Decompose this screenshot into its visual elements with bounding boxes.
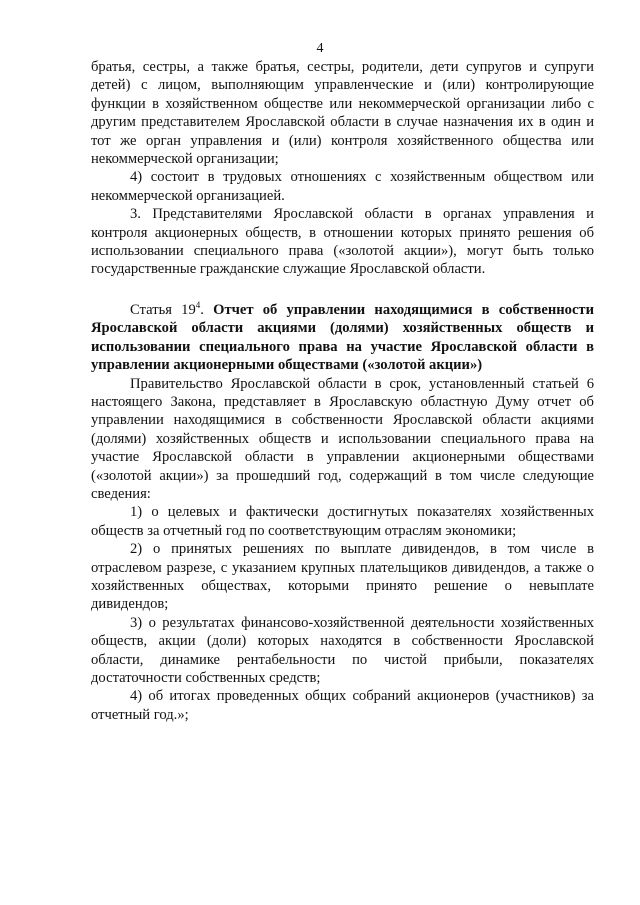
paragraph: 4) состоит в трудовых отношениях с хозяйственным обществом или некоммерческой организацией.: [91, 169, 594, 204]
article-heading: [91, 301, 594, 375]
list-item: 4) об итогах проведенных общих собраний акционеров (участников) за отчетный год.»;: [91, 688, 594, 723]
paragraphs-bottom: [91, 375, 594, 725]
page-number: 4: [316, 41, 324, 56]
paragraphs-top: [91, 58, 594, 279]
article-title: Отчет об управлении находящимися в собственности Ярославской области акциями (долями) хозяйственных обществ и использовании специального права на участие Ярославской области в управлении акционерными обществами («золотой акции»): [91, 301, 595, 374]
paragraph: 3. Представителями Ярославской области в органах управления и контроля акционерных обществ, в отношении которых принято решения об использовании специального права («золотой акции»), могут быть только государственные гражданские служащие Ярославской области.: [91, 206, 594, 278]
list-item: 2) о принятых решениях по выплате дивидендов, в том числе в отраслевом разрезе, с указанием крупных плательщиков дивидендов, а также о хозяйственных обществах, которыми принято решение о невыплате дивидендов;: [91, 541, 594, 613]
article-number-suffix: .: [200, 301, 214, 318]
list-item: 3) о результатах финансово-хозяйственной деятельности хозяйственных обществ, акции (доли) которых находятся в собственности Ярославской области, динамике рентабельности по чистой прибыли, показателях достаточности собственных средств;: [91, 614, 594, 686]
list-item: 1) о целевых и фактически достигнутых показателях хозяйственных обществ за отчетный год по соответствующим отраслям экономики;: [91, 504, 594, 539]
paragraph: братья, сестры, а также братья, сестры, родители, дети супругов и супруги детей) с лицом, выполняющим управленческие и (или) контролирующие функции в хозяйственном обществе или некоммерческой организации либо с другим представителем Ярославской области в случае назначения их в один и тот же орган управления и (или) контроля хозяйственного общества или некоммерческой организации;: [91, 59, 594, 168]
article-number-superscript: 4: [195, 300, 201, 311]
document-body: [91, 58, 594, 724]
paragraph: Правительство Ярославской области в срок, установленный статьей 6 настоящего Закона, представляет в Ярославскую областную Думу отчет об управлении находящимися в собственности Ярославской области акциями (долями) хозяйственных обществ и использовании специального права на участие Ярославской области в управлении акционерными обществами («золотой акции») за прошедший год, содержащий в том числе следующие сведения:: [91, 375, 594, 502]
article-number: Статья 19: [130, 301, 196, 318]
